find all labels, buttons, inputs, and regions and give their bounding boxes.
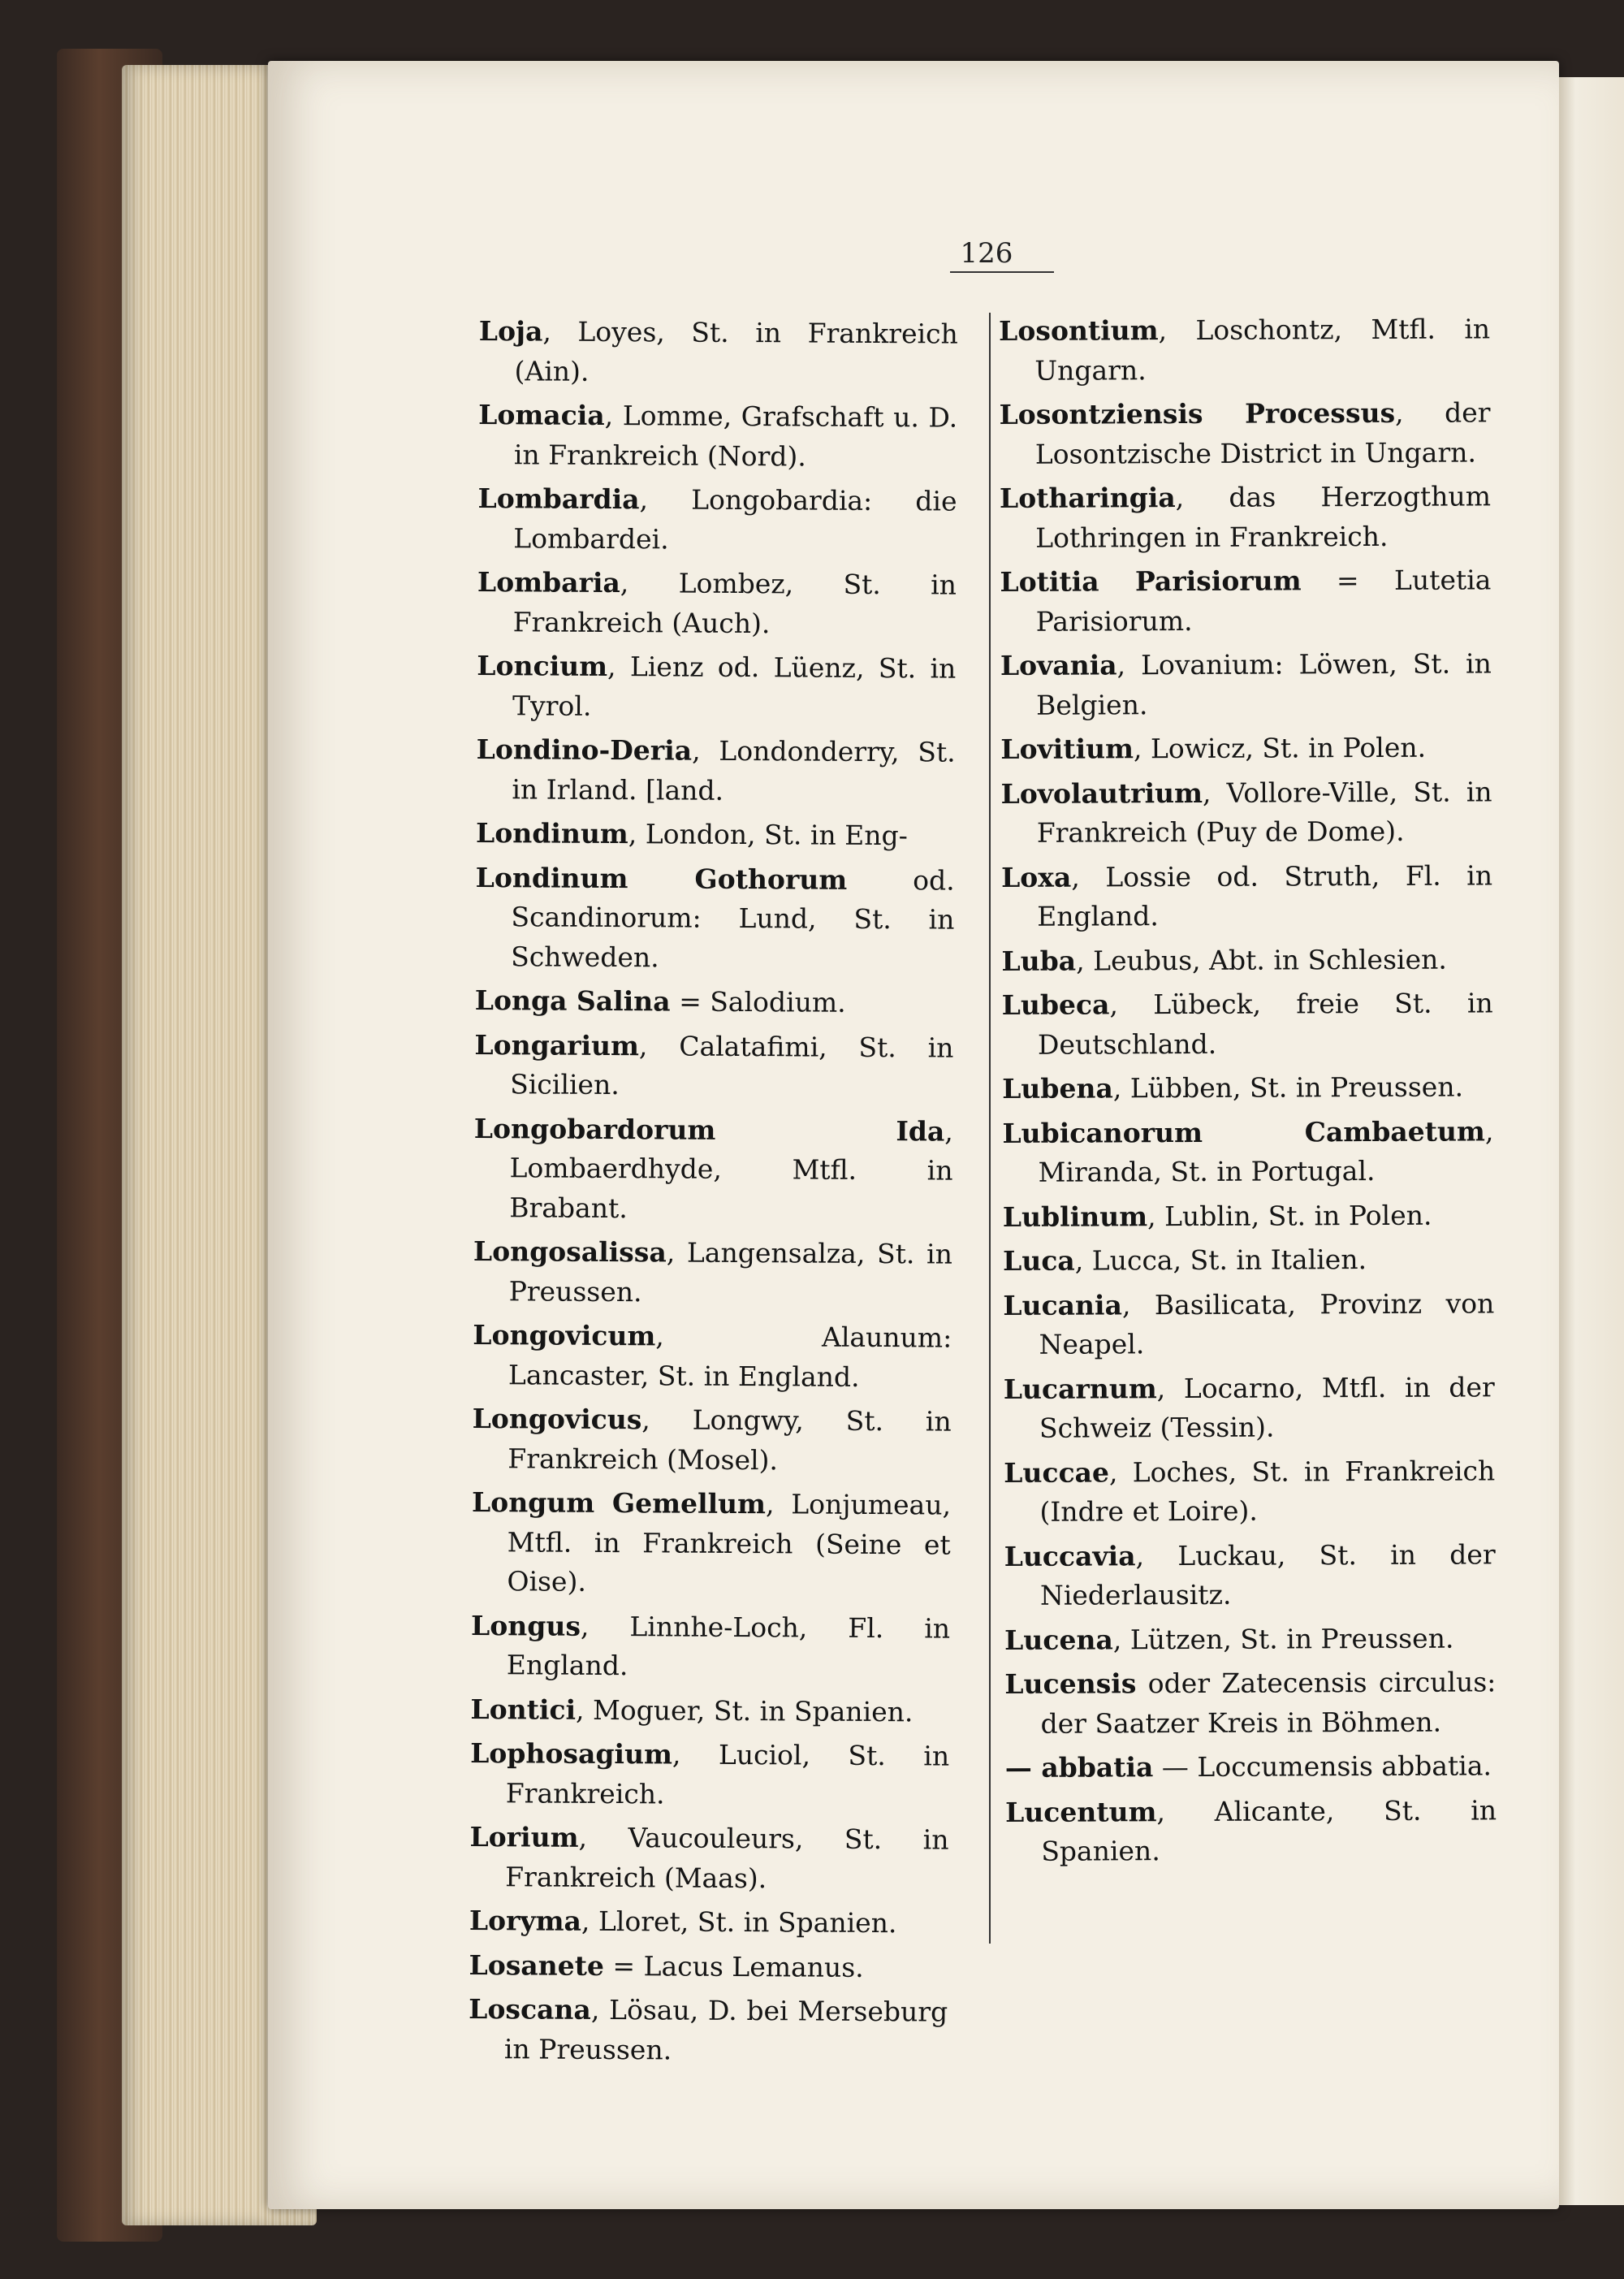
entry-definition: , Lucca, St. in Italien. bbox=[1074, 1243, 1367, 1277]
entry-definition: , Vollore-Ville, St. in Frankreich (Puy de Dome). bbox=[1036, 775, 1492, 849]
entry-headword: Lombardia bbox=[477, 482, 640, 516]
dictionary-entry bbox=[1004, 1535, 1496, 1616]
entry-definition: , Locarno, Mtfl. in der Schweiz (Tessin). bbox=[1039, 1370, 1495, 1444]
dictionary-entry bbox=[1002, 1112, 1493, 1193]
entry-headword: Longus bbox=[471, 1609, 581, 1642]
entry-headword: Luccavia bbox=[1004, 1539, 1136, 1572]
dictionary-entry bbox=[1001, 856, 1492, 937]
entry-headword: Lubeca bbox=[1001, 988, 1110, 1021]
entry-headword: Lontici bbox=[470, 1693, 577, 1726]
entry-headword: Lovania bbox=[1000, 649, 1117, 681]
dictionary-entry bbox=[1004, 1619, 1496, 1660]
dictionary-entry bbox=[477, 647, 957, 729]
entry-headword: Loncium bbox=[477, 649, 608, 682]
left-column bbox=[469, 312, 958, 2077]
entry-headword: Lucentum bbox=[1004, 1795, 1157, 1828]
entry-headword: Lovolautrium bbox=[1000, 776, 1203, 810]
page-number: 126 bbox=[960, 237, 1013, 270]
dictionary-entry bbox=[475, 981, 954, 1023]
dictionary-entry bbox=[477, 479, 957, 561]
next-page-edge bbox=[1559, 77, 1624, 2205]
dictionary-entry bbox=[1003, 1239, 1494, 1281]
dictionary-entry bbox=[1000, 560, 1491, 642]
dictionary-entry bbox=[999, 393, 1490, 474]
dictionary-entry bbox=[473, 1109, 953, 1230]
dictionary-entry bbox=[1000, 728, 1492, 769]
entry-headword: Losanete bbox=[469, 1948, 605, 1982]
entry-headword: Loja bbox=[478, 314, 543, 348]
entry-definition: , Luciol, St. in Frankreich. bbox=[505, 1738, 950, 1810]
dictionary-entry bbox=[478, 396, 958, 478]
entry-definition: , Lossie od. Struth, Fl. in England. bbox=[1037, 858, 1493, 932]
entry-headword: Lucensis bbox=[1004, 1667, 1137, 1700]
column-divider bbox=[989, 313, 991, 1944]
entry-headword: Loscana bbox=[469, 1992, 592, 2026]
entry-headword: Lubicanorum Cambaetum bbox=[1002, 1114, 1485, 1149]
entry-definition: , Calatafimi, St. in Sicilien. bbox=[510, 1029, 954, 1101]
entry-headword: Lomacia bbox=[478, 398, 605, 431]
entry-headword: Lombaria bbox=[477, 565, 620, 599]
entry-definition: , Leubus, Abt. in Schlesien. bbox=[1076, 943, 1447, 977]
dictionary-entry bbox=[1000, 772, 1492, 854]
entry-definition: , Loches, St. in Frankreich (Indre et Loire). bbox=[1039, 1454, 1496, 1528]
dictionary-entry bbox=[1005, 1746, 1497, 1788]
entry-definition: , der Losontzische District in Ungarn. bbox=[1034, 396, 1491, 470]
entry-headword: Londino-Deria bbox=[476, 733, 693, 767]
dictionary-entry bbox=[473, 1232, 952, 1314]
entry-headword: Lorium bbox=[469, 1820, 579, 1853]
entry-definition: — Loccumensis abbatia. bbox=[1153, 1749, 1492, 1784]
entry-headword: Luca bbox=[1003, 1244, 1075, 1277]
dictionary-entry bbox=[470, 1689, 949, 1732]
entry-definition: , Lösau, D. bei Merseburg in Preussen. bbox=[503, 1993, 948, 2065]
dictionary-entry bbox=[470, 1734, 950, 1816]
dictionary-entry bbox=[1005, 1791, 1497, 1872]
entry-headword: Lovitium bbox=[1000, 733, 1134, 765]
entry-definition: , Lombaerdhyde, Mtfl. in Brabant. bbox=[509, 1115, 953, 1224]
entry-headword: Londinum bbox=[475, 816, 628, 850]
dictionary-entry bbox=[1003, 1284, 1494, 1365]
entry-definition: , Langensalza, St. in Preussen. bbox=[508, 1236, 953, 1308]
entry-headword: Londinum Gothorum bbox=[475, 861, 848, 896]
dictionary-entry bbox=[476, 730, 956, 812]
entry-headword: Lucena bbox=[1004, 1623, 1113, 1656]
dictionary-entry bbox=[469, 1901, 948, 1944]
dictionary-entry bbox=[469, 1945, 948, 1987]
entry-definition: , Lonjumeau, Mtfl. in Frankreich (Seine et Oise). bbox=[507, 1488, 952, 1598]
entry-definition: oder Zatecensis circulus: der Saatzer Kreis in Böhmen. bbox=[1040, 1666, 1497, 1740]
dictionary-entry bbox=[1004, 1451, 1495, 1533]
entry-headword: Luccae bbox=[1004, 1455, 1110, 1489]
entry-definition: , London, St. in Eng- bbox=[628, 818, 908, 852]
entry-definition: , Lützen, St. in Preussen. bbox=[1112, 1622, 1454, 1655]
entry-headword: Lucania bbox=[1003, 1288, 1123, 1321]
entry-headword: Losontziensis Processus bbox=[999, 396, 1396, 430]
entry-definition: , Lübeck, freie St. in Deutschland. bbox=[1037, 987, 1493, 1061]
entry-definition: , Londonderry, St. in Irland. [land. bbox=[512, 734, 956, 807]
entry-headword: Loryma bbox=[469, 1904, 582, 1937]
dictionary-entry bbox=[999, 309, 1490, 391]
entry-definition: = Lutetia Parisiorum. bbox=[1035, 564, 1492, 638]
dictionary-entry bbox=[478, 312, 958, 394]
entry-definition: = Salodium. bbox=[670, 985, 846, 1018]
entry-definition: , Loyes, St. in Frankreich (Ain). bbox=[514, 315, 958, 387]
dictionary-entry bbox=[1004, 1368, 1495, 1449]
entry-headword: Longovicum bbox=[473, 1318, 656, 1352]
entry-definition: , Linnhe-Loch, Fl. in England. bbox=[506, 1610, 951, 1682]
entry-definition: = Lacus Lemanus. bbox=[603, 1949, 864, 1983]
page-number-rule bbox=[950, 271, 1054, 273]
entry-definition: , Lowicz, St. in Polen. bbox=[1133, 731, 1427, 765]
entry-definition: , Basilicata, Provinz von Neapel. bbox=[1039, 1287, 1495, 1360]
entry-headword: Longarium bbox=[474, 1028, 640, 1062]
entry-definition: , Lloret, St. in Spanien. bbox=[581, 1905, 897, 1940]
dictionary-entry bbox=[1002, 984, 1493, 1065]
entry-definition: , Lombez, St. in Frankreich (Auch). bbox=[512, 567, 957, 639]
entry-definition: , Vaucouleurs, St. in Frankreich (Maas). bbox=[505, 1821, 949, 1894]
dictionary-entry bbox=[473, 1316, 952, 1398]
entry-headword: — abbatia bbox=[1004, 1751, 1154, 1784]
dictionary-entry bbox=[476, 814, 955, 856]
entry-definition: , Alicante, St. in Spanien. bbox=[1041, 1793, 1497, 1867]
dictionary-entry bbox=[474, 1025, 954, 1107]
dictionary-entry bbox=[1002, 1067, 1493, 1109]
entry-definition: , Longwy, St. in Frankreich (Mosel). bbox=[508, 1403, 952, 1476]
dictionary-entry bbox=[1000, 644, 1492, 725]
dictionary-entry bbox=[1001, 940, 1492, 981]
dictionary-entry bbox=[472, 1399, 952, 1481]
entry-headword: Lucarnum bbox=[1003, 1372, 1157, 1405]
entry-headword: Loxa bbox=[1000, 861, 1072, 893]
dictionary-entry bbox=[477, 563, 957, 645]
entry-headword: Losontium bbox=[999, 314, 1159, 347]
entry-definition: , das Herzogthum Lothringen in Frankreich. bbox=[1035, 480, 1492, 554]
dictionary-entry bbox=[469, 1818, 949, 1900]
right-column bbox=[999, 309, 1497, 1876]
entry-definition: , Lublin, St. in Polen. bbox=[1147, 1199, 1432, 1232]
dictionary-entry bbox=[1003, 1196, 1494, 1237]
entry-definition: od. Scandinorum: Lund, St. in Schweden. bbox=[511, 863, 955, 973]
entry-headword: Lophosagium bbox=[470, 1736, 673, 1771]
entry-headword: Longa Salina bbox=[474, 984, 671, 1018]
entry-definition: , Lovanium: Löwen, St. in Belgien. bbox=[1036, 647, 1492, 721]
entry-headword: Luba bbox=[1001, 945, 1077, 977]
dictionary-entry bbox=[1004, 1663, 1496, 1744]
entry-headword: Longosalissa bbox=[473, 1235, 667, 1269]
entry-definition: , Miranda, St. in Portugal. bbox=[1038, 1114, 1494, 1188]
entry-definition: , Lienz od. Lüenz, St. in Tyrol. bbox=[512, 650, 957, 722]
dictionary-entry bbox=[471, 1483, 951, 1604]
entry-definition: , Lübben, St. in Preussen. bbox=[1112, 1070, 1464, 1105]
entry-headword: Longovicus bbox=[472, 1402, 642, 1436]
entry-headword: Lubena bbox=[1002, 1072, 1113, 1105]
entry-headword: Longum Gemellum bbox=[471, 1485, 767, 1520]
dictionary-entry bbox=[469, 1990, 948, 2072]
entry-headword: Lotharingia bbox=[999, 482, 1176, 514]
entry-definition: , Luckau, St. in der Niederlausitz. bbox=[1039, 1537, 1496, 1611]
entry-headword: Lublinum bbox=[1002, 1200, 1148, 1233]
dictionary-entry bbox=[1000, 477, 1491, 558]
entry-definition: , Loschontz, Mtfl. in Ungarn. bbox=[1034, 313, 1491, 387]
entry-headword: Lotitia Parisiorum bbox=[1000, 564, 1302, 598]
entry-definition: , Moguer, St. in Spanien. bbox=[575, 1693, 914, 1728]
entry-definition: , Longobardia: die Lombardei. bbox=[513, 483, 957, 555]
entry-headword: Longobardorum Ida bbox=[473, 1112, 945, 1148]
entry-definition: , Alaunum: Lancaster, St. in England. bbox=[508, 1320, 952, 1393]
dictionary-entry bbox=[471, 1606, 951, 1688]
entry-definition: , Lomme, Grafschaft u. D. in Frankreich (Nord). bbox=[513, 399, 958, 472]
dictionary-entry bbox=[475, 858, 955, 979]
